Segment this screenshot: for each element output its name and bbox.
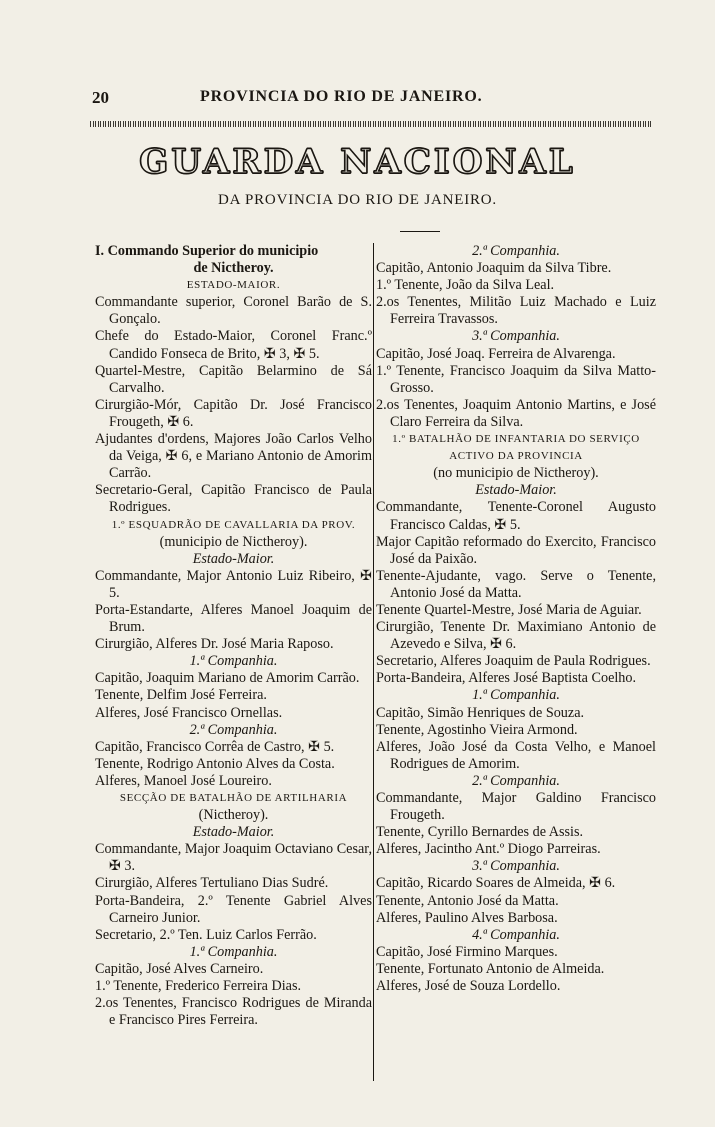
entry-line: Tenente, Antonio José da Matta. <box>376 892 559 909</box>
left-column <box>95 243 372 1029</box>
entry-line: 1.º Tenente, João da Silva Leal. <box>376 277 555 294</box>
entry-line: Ajudantes d'ordens, Majores João Carlos Velho da Veiga, ✠ 6, e Mariano Antonio de Amorim Carrão. <box>95 431 372 482</box>
entry-line: Porta-Bandeira, 2.º Tenente Gabriel Alves Carneiro Junior. <box>95 892 372 926</box>
entry-line: Capitão, Ricardo Soares de Almeida, ✠ 6. <box>376 875 616 892</box>
entry-line: Commandante superior, Coronel Barão de S. Gonçalo. <box>95 294 372 328</box>
page-title: GUARDA NACIONAL <box>139 142 576 182</box>
entry-line: Secretario-Geral, Capitão Francisco de Paula Rodrigues. <box>95 482 372 516</box>
entry-line: Quartel-Mestre, Capitão Belarmino de Sá Carvalho. <box>95 362 372 396</box>
entry-line: Secretario, 2.º Ten. Luiz Carlos Ferrão. <box>95 926 317 943</box>
entry-line: Capitão, Antonio Joaquim da Silva Tibre. <box>376 260 612 277</box>
entry-line: 2.os Tenentes, Joaquim Antonio Martins, e José Claro Ferreira da Silva. <box>376 396 656 430</box>
entry-line: (no municipio de Nictheroy). <box>433 465 599 482</box>
entry-line: Alferes, Manoel José Loureiro. <box>95 772 272 789</box>
entry-line: 1.ª Companhia. <box>472 687 560 704</box>
entry-line: Capitão, José Firmino Marques. <box>376 943 558 960</box>
entry-line: Porta-Estandarte, Alferes Manoel Joaquim de Brum. <box>95 601 372 636</box>
entry-line: 3.ª Companhia. <box>472 858 560 875</box>
entry-line: Estado-Maior. <box>475 482 557 499</box>
entry-line: ESTADO-MAIOR. <box>186 279 281 292</box>
entry-line: Alferes, José Francisco Ornellas. <box>95 704 283 721</box>
entry-line: Tenente Quartel-Mestre, José Maria de Aguiar. <box>376 601 642 618</box>
entry-line: de Nictheroy. <box>193 260 274 277</box>
entry-line: Alferes, José de Souza Lordello. <box>376 978 561 995</box>
entry-line: Estado-Maior. <box>192 550 275 567</box>
entry-line: Alferes, Jacintho Ant.º Diogo Parreiras. <box>376 841 601 858</box>
entry-line: Cirurgião, Alferes Dr. José Maria Raposo. <box>95 636 334 653</box>
entry-line: Capitão, José Joaq. Ferreira de Alvarenga. <box>376 345 616 362</box>
entry-line: Estado-Maior. <box>192 824 275 841</box>
entry-line: Tenente, Delfim José Ferreira. <box>95 687 267 704</box>
entry-line: Tenente, Rodrigo Antonio Alves da Costa. <box>95 755 335 772</box>
entry-line: Cirurgião, Alferes Tertuliano Dias Sudré. <box>95 875 329 892</box>
entry-line: 1.º ESQUADRÃO DE CAVALLARIA DA PROV. <box>111 518 356 531</box>
entry-line: Capitão, José Alves Carneiro. <box>95 960 264 977</box>
entry-line: 1.ª Companhia. <box>189 653 278 670</box>
entry-line: Chefe do Estado-Maior, Coronel Franc.º Candido Fonseca de Brito, ✠ 3, ✠ 5. <box>95 328 372 362</box>
entry-line: (municipio de Nictheroy). <box>159 533 308 550</box>
entry-line: Capitão, Francisco Corrêa de Castro, ✠ 5. <box>95 738 335 755</box>
entry-line: Commandante, Tenente-Coronel Augusto Francisco Caldas, ✠ 5. <box>376 499 656 533</box>
entry-line: Capitão, Simão Henriques de Souza. <box>376 704 585 721</box>
entry-line: SECÇÃO DE BATALHÃO DE ARTILHARIA <box>119 792 348 804</box>
entry-line: 1.ª Companhia. <box>189 943 278 960</box>
entry-line: Alferes, Paulino Alves Barbosa. <box>376 909 558 926</box>
entry-line: Cirurgião-Mór, Capitão Dr. José Francisco Frougeth, ✠ 6. <box>95 396 372 430</box>
entry-line: I. Commando Superior do municipio <box>95 243 319 259</box>
entry-line: Tenente, Fortunato Antonio de Almeida. <box>376 960 605 977</box>
entry-line: Alferes, João José da Costa Velho, e Manoel Rodrigues de Amorim. <box>376 738 656 772</box>
ornamental-rule <box>90 121 652 127</box>
entry-line: 1.º Tenente, Frederico Ferreira Dias. <box>95 978 302 995</box>
entry-line: Cirurgião, Tenente Dr. Maximiano Antonio de Azevedo e Silva, ✠ 6. <box>376 619 656 653</box>
page-subtitle: DA PROVINCIA DO RIO DE JANEIRO. <box>218 192 497 208</box>
entry-line: Secretario, Alferes Joaquim de Paula Rodrigues. <box>376 653 651 670</box>
entry-line: Major Capitão reformado do Exercito, Francisco José da Paixão. <box>376 533 656 567</box>
entry-line: 2.os Tenentes, Militão Luiz Machado e Luiz Ferreira Travassos. <box>376 294 656 328</box>
entry-line: 4.ª Companhia. <box>472 926 560 943</box>
entry-line: Commandante, Major Galdino Francisco Frougeth. <box>376 790 656 824</box>
short-rule <box>400 231 440 232</box>
entry-line: 2.ª Companhia. <box>189 721 278 738</box>
entry-line: 1.º BATALHÃO DE INFANTARIA DO SERVIÇO ACTIVO DA PROVINCIA <box>392 433 640 463</box>
entry-line: Porta-Bandeira, Alferes José Baptista Coelho. <box>376 670 637 687</box>
entry-line: Commandante, Major Antonio Luiz Ribeiro, ✠ 5. <box>95 567 372 601</box>
entry-line: (Nictheroy). <box>198 807 269 824</box>
page-header <box>0 88 715 112</box>
entry-line: Tenente, Cyrillo Bernardes de Assis. <box>376 824 584 841</box>
entry-line: 1.º Tenente, Francisco Joaquim da Silva Matto-Grosso. <box>376 362 656 396</box>
entry-line: 3.ª Companhia. <box>472 328 560 345</box>
entry-line: 2.ª Companhia. <box>472 243 560 259</box>
page-number: 20 <box>92 88 109 107</box>
running-title: PROVINCIA DO RIO DE JANEIRO. <box>200 88 483 105</box>
entry-line: Capitão, Joaquim Mariano de Amorim Carrão. <box>95 670 360 687</box>
entry-line: Tenente-Ajudante, vago. Serve o Tenente, Antonio José da Matta. <box>376 567 656 601</box>
entry-line: 2.ª Companhia. <box>472 772 560 789</box>
entry-line: Tenente, Agostinho Vieira Armond. <box>376 721 578 738</box>
entry-line: Commandante, Major Joaquim Octaviano Cesar, ✠ 3. <box>95 841 372 875</box>
column-divider <box>373 243 374 1081</box>
right-column <box>376 243 656 995</box>
entry-line: 2.os Tenentes, Francisco Rodrigues de Miranda e Francisco Pires Ferreira. <box>95 995 372 1029</box>
